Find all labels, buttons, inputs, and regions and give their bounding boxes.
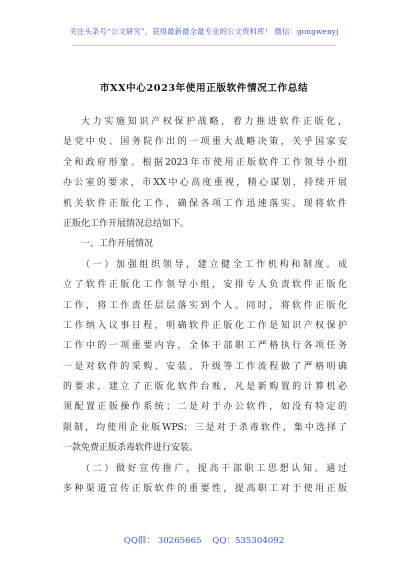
body-line: 是党中央、国务院作出的一项重大战略决策，关乎国家安: [63, 137, 347, 148]
body-line: 工作，将工作责任层层落实到个人。同时，将软件正版化: [63, 300, 347, 311]
section-heading: 一、工作开展情况: [81, 239, 154, 250]
body-line: （一）加强组织领导，建立健全工作机构和制度。成: [81, 259, 347, 270]
header-divider: [72, 45, 336, 46]
document-title: 市XX中心2023年使用正版软件情况工作总结: [99, 83, 309, 94]
body-line: 限制，均使用企业版WPS；三是对于杀毒软件，集中选择了: [63, 422, 347, 433]
body-line: 大力实施知识产权保护战略，着力推进软件正版化，: [81, 117, 347, 127]
footer-contact: [0, 534, 408, 546]
document-body: [63, 112, 347, 499]
body-line: 工作中的一项重要内容，全体干部职工严格执行各项任务: [63, 341, 347, 352]
body-line: 正版化工作开展情况总结如下。: [63, 218, 190, 229]
footer-qq: QQ：535304092: [212, 536, 285, 546]
body-line: 须配置正版操作系统；二是对于办公软件，如没有特定的: [63, 402, 347, 413]
body-line: 的要求，建立了正版化软件台账，凡是新购置的计算机必: [63, 382, 347, 393]
header-banner: 关注头条号“公文研究”，获得最新最全最专业的公文资料库！ 微信：gongwenyj: [69, 27, 339, 36]
body-line: 一是对软件的采购、安装、升级等工作流程做了严格明确: [63, 361, 347, 372]
body-line: 立了软件正版化工作领导小组，安排专人负责软件正版化: [63, 280, 347, 291]
body-line: 多种渠道宣传正版软件的重要性，提高职工对于使用正版: [63, 484, 347, 495]
body-line: 机关软件正版化工作，确保各项工作迅速落实。现将软件: [63, 198, 347, 209]
body-line: 工作纳入议事日程，明确软件正版化工作是知识产权保护: [63, 320, 347, 331]
footer-qq-group: QQ群： 30265665: [123, 536, 202, 546]
body-line: 全和政府形象。根据2023年市使用正版软件工作领导小组: [63, 157, 347, 168]
body-line: 办公室的要求，市XX中心高度重视，精心谋划，持续开展: [63, 178, 347, 189]
body-line: 一款免费正版杀毒软件进行安装。: [63, 443, 199, 454]
body-line: （二）做好宣传推广，提高干部职工思想认知。通过: [81, 463, 347, 474]
